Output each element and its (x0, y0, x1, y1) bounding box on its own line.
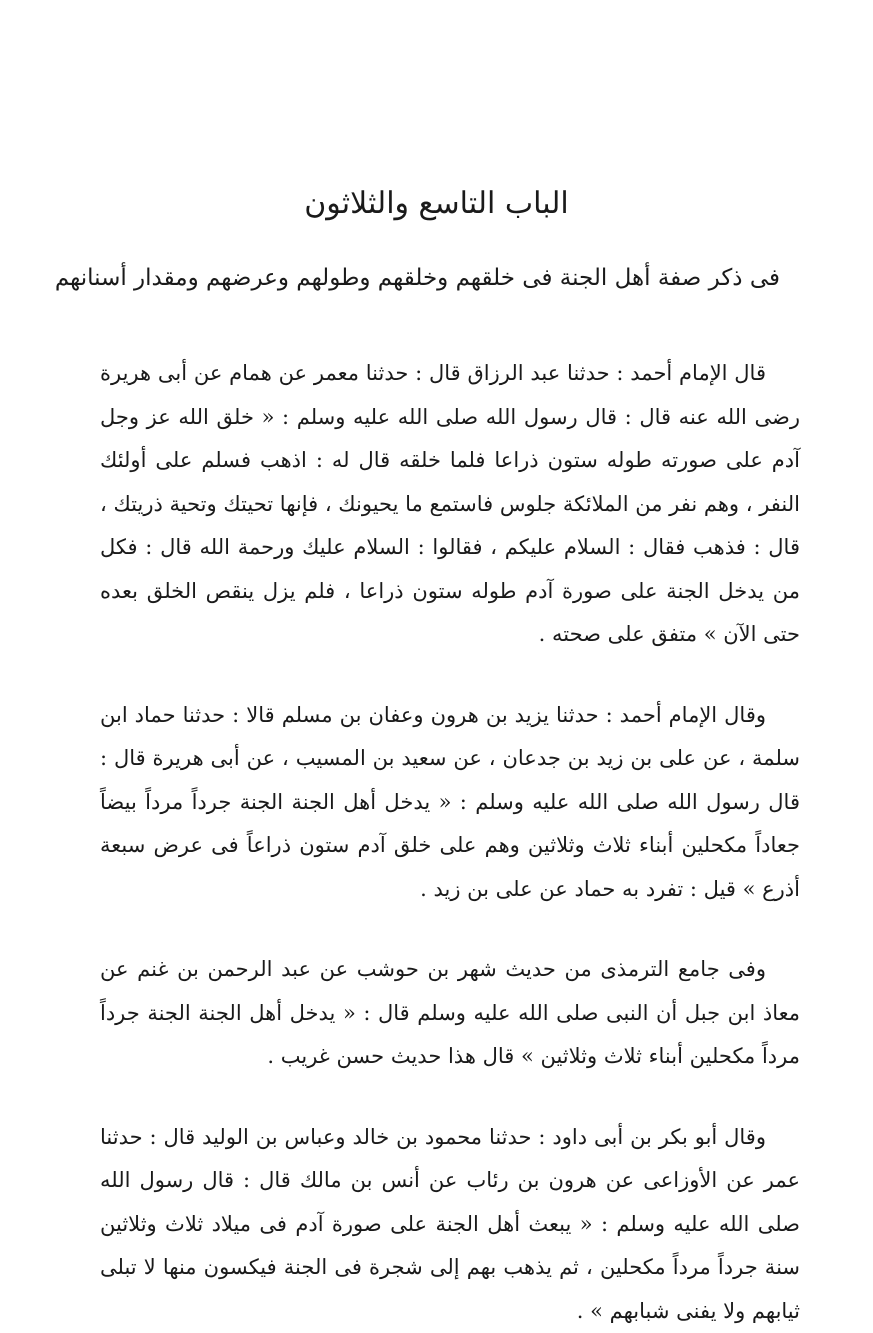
paragraph-4: وقال أبو بكر بن أبى داود : حدثنا محمود بن خالد وعباس بن الوليد قال : حدثنا عمر عن الأوزاعى عن هرون بن رئاب عن أنس بن مالك قال : قال رسول الله صلى الله عليه وسلم : « يبعث أهل الجنة على صورة آدم فى ميلاد ثلاث وثلاثين سنة جرداً مرداً مكحلين ، ثم يذهب بهم إلى شجرة فى الجنة فيكسون منها لا تبلى ثيابهم ولا يفنى شبابهم » . (100, 1116, 800, 1333)
paragraph-1: قال الإمام أحمد : حدثنا عبد الرزاق قال : حدثنا معمر عن همام عن أبى هريرة رضى الله عنه قال : قال رسول الله صلى الله عليه وسلم : « خلق الله عز وجل آدم على صورته طوله ستون ذراعا فلما خلقه قال له : اذهب فسلم على أولئك النفر ، وهم نفر من الملائكة جلوس فاستمع ما يحيونك ، فإنها تحيتك وتحية ذريتك ، قال : فذهب فقال : السلام عليكم ، فقالوا : السلام عليك ورحمة الله قال : فكل من يدخل الجنة على صورة آدم طوله ستون ذراعا ، فلم يزل ينقص الخلق بعده حتى الآن » متفق على صحته . (100, 352, 800, 657)
body-text (100, 352, 800, 1333)
chapter-title: الباب التاسع والثلاثون (0, 186, 873, 222)
chapter-subtitle: فى ذكر صفة أهل الجنة فى خلقهم وخلقهم وطولهم وعرضهم ومقدار أسنانهم (90, 265, 780, 293)
paragraph-2: وقال الإمام أحمد : حدثنا يزيد بن هرون وعفان بن مسلم قالا : حدثنا حماد ابن سلمة ، عن على بن زيد بن جدعان ، عن سعيد بن المسيب ، عن أبى هريرة قال : قال رسول الله صلى الله عليه وسلم : « يدخل أهل الجنة الجنة جرداً مرداً بيضاً جعاداً مكحلين أبناء ثلاث وثلاثين وهم على خلق آدم ستون ذراعاً فى عرض سبعة أذرع » قيل : تفرد به حماد عن على بن زيد . (100, 694, 800, 912)
paragraph-3: وفى جامع الترمذى من حديث شهر بن حوشب عن عبد الرحمن بن غنم عن معاذ ابن جبل أن النبى صلى الله عليه وسلم قال : « يدخل أهل الجنة الجنة جرداً مرداً مكحلين أبناء ثلاث وثلاثين » قال هذا حديث حسن غريب . (100, 948, 800, 1079)
